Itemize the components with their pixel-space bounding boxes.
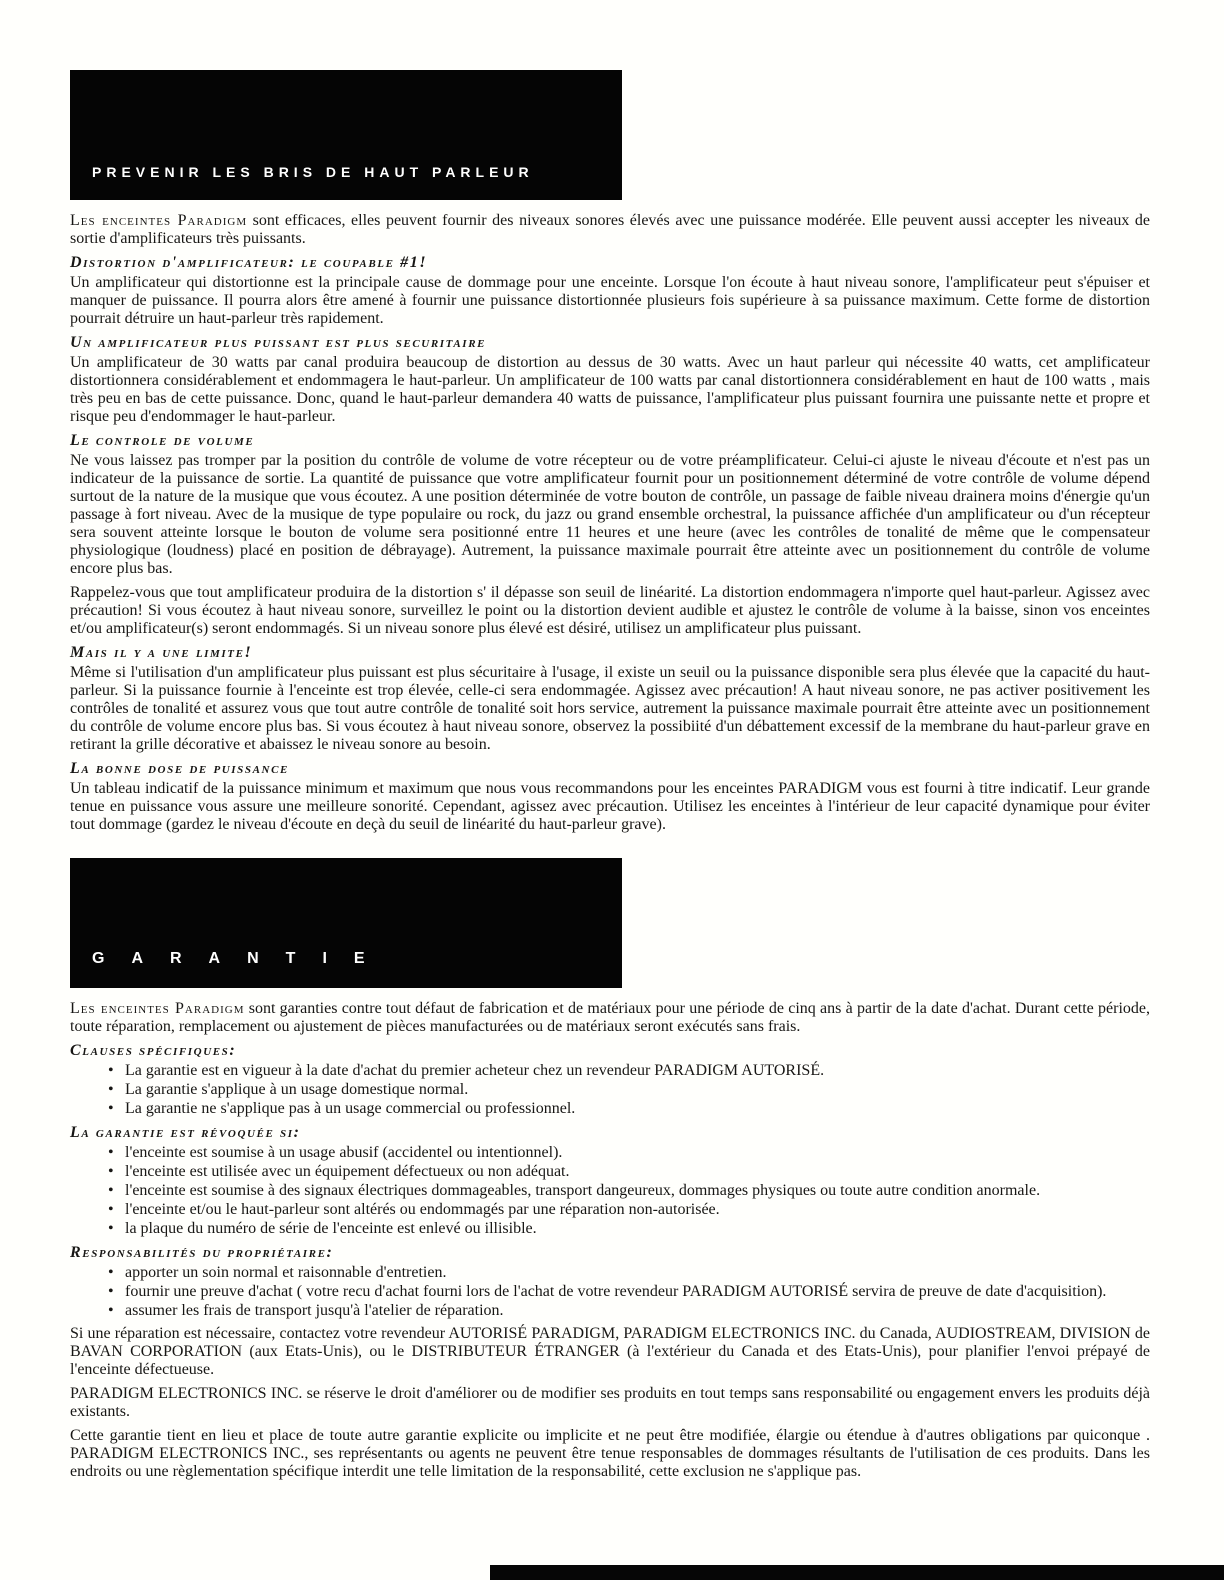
intro-lead-smallcaps: Les enceintes Paradigm <box>70 212 248 229</box>
banner-garantie-title: GARANTIE <box>92 950 392 967</box>
paragraph-volume-2: Rappelez-vous que tout amplificateur produira de la distortion s' il dépasse son seuil de linéarité. La distortion endommagera n'importe quel haut-parleur. Agissez avec précaution! Si vous écoutez à haut niveau sonore, surveillez le point ou la distortion devient audible et ajustez le contrôle de volume à la baisse, sinon vos enceintes et/ou amplificateur(s) seront endommagés. Si un niveau sonore plus élevé est désiré, utilisez un amplificateur plus puissant. <box>70 584 1150 637</box>
bottom-scan-bar <box>490 1565 1224 1580</box>
list-item: • l'enceinte est soumise à des signaux électriques dommageables, transport dangeureux, dommages physiques ou toute autre condition anormale. <box>108 1182 1115 1200</box>
section-prevenir <box>70 212 1150 834</box>
list-item: • l'enceinte est soumise à un usage abusif (accidentel ou intentionnel). <box>108 1144 1115 1162</box>
paragraph-reserve-droit: PARADIGM ELECTRONICS INC. se réserve le droit d'améliorer ou de modifier ses produits en tout temps sans responsabilité ou engagement envers les produits déjà existants. <box>70 1385 1150 1420</box>
section-gap <box>70 840 1150 858</box>
paragraph-reparation-contact: Si une réparation est nécessaire, contactez votre revendeur AUTORISÉ PARADIGM, PARADIGM ELECTRONICS INC. du Canada, AUDIOSTREAM, DIVISION de BAVAN CORPORATION (aux Etats-Unis), ou le DISTRIBUTEUR ÉTRANGER (à l'extérieur du Canada et des Etats-Unis), pour planifier l'envoi prépayé de l'enceinte défectueuse. <box>70 1325 1150 1378</box>
paragraph-bonne-dose: Un tableau indicatif de la puissance minimum et maximum que nous vous recommandons pour les enceintes PARADIGM vous est fourni à titre indicatif. Leur grande tenue en puissance vous assure une meilleure sonorité. Cependant, agissez avec précaution. Utilisez les enceintes à l'intérieur de leur capacité dynamique pour éviter tout dommage (gardez le niveau d'écoute en deçà du seuil de linéarité du haut-parleur grave). <box>70 780 1150 833</box>
subhead-amplificateur-securitaire: Un amplificateur plus puissant est plus securitaire <box>70 334 487 351</box>
revoquee-list <box>70 1144 1150 1238</box>
paragraph-securitaire: Un amplificateur de 30 watts par canal produira beaucoup de distortion au dessus de 30 watts. Avec un haut parleur qui nécessite 40 watts, cet amplificateur distortionnera considérablement et endommagera le haut-parleur. Un amplificateur de 100 watts par canal distortionnera considérablement en haut de 100 watts , mais très peu en bas de cette puissance. Donc, quand le haut-parleur demandera 40 watts de puissance, l'amplificateur plus puissant fournira une puissante nette et propre et risque peu d'endommager le haut-parleur. <box>70 354 1150 425</box>
list-item: • l'enceinte est utilisée avec un équipement défectueux ou non adéquat. <box>108 1163 1115 1181</box>
list-item: • assumer les frais de transport jusqu'à l'atelier de réparation. <box>108 1302 1115 1320</box>
subhead-clauses-specifiques: Clauses spécifiques: <box>70 1042 237 1059</box>
banner-garantie <box>70 858 622 988</box>
list-item: • La garantie s'applique à un usage domestique normal. <box>108 1081 1115 1099</box>
list-item: • La garantie est en vigueur à la date d'achat du premier acheteur chez un revendeur PARADIGM AUTORISÉ. <box>108 1062 1115 1080</box>
paragraph-garantie-lieu: Cette garantie tient en lieu et place de toute autre garantie explicite ou implicite et ne peut être modifiée, élargie ou étendue à d'autres obligations par quiconque . PARADIGM ELECTRONICS INC., ses représentants ou agents ne peuvent être tenue responsables de dommages résultants de l'utilisation de ces produits. Dans les endroits ou une règlementation spécifique interdit une telle limitation de la responsabilité, cette exclusion ne s'applique pas. <box>70 1427 1150 1480</box>
list-item: • fournir une preuve d'achat ( votre recu d'achat fourni lors de l'achat de votre revendeur PARADIGM AUTORISÉ servira de preuve de date d'acquisition). <box>108 1283 1115 1301</box>
garantie-intro-lead-smallcaps: Les enceintes Paradigm <box>70 1000 245 1017</box>
paragraph-volume-1: Ne vous laissez pas tromper par la position du contrôle de volume de votre récepteur ou de votre préamplificateur. Celui-ci ajuste le niveau d'écoute et n'est pas un indicateur de la puissance de sortie. La quantité de puissance que votre amplificateur fournit pour un positionnement déterminé de votre contrôle de volume dépend surtout de la nature de la musique que vous écoutez. A une position déterminée de votre bouton de contrôle, un passage de faible niveau drainera moins d'énergie qu'un passage à fort niveau. Avec de la musique de type populaire ou rock, du jazz ou grand ensemble orchestral, la puissance affichée d'un amplificateur ou d'un récepteur sera souvent atteinte lorsque le bouton de volume sera positionné entre 11 heures et une heure (avec les contrôles de tonalité de même que le compensateur physiologique (loudness) placé en position de débrayage). Autrement, la puissance maximale pourrait être atteinte avec un positionnement du contrôle de volume encore plus bas. <box>70 452 1150 577</box>
list-item: • apporter un soin normal et raisonnable d'entretien. <box>108 1264 1115 1282</box>
garantie-intro-rest-text: sont garanties contre tout défaut de fabrication et de matériaux pour une période de cinq ans à partir de la date d'achat. Durant cette période, toute réparation, remplacement ou ajustement de pièces manufacturées ou de matériaux seront exécutés sans frais. <box>70 1000 1150 1035</box>
paragraph-limite: Même si l'utilisation d'un amplificateur plus puissant est plus sécuritaire à l'usage, il existe un seuil ou la puissance disponible sera plus élevée que la capacité du haut-parleur. Si la puissance fournie à l'enceinte est trop élevée, celle-ci sera endommagée. Agissez avec précaution! A haut niveau sonore, ne pas activer positivement les contrôles de tonalité et assurez vous que tout autre contrôle de tonalité soit hors service, autrement la puissance maximale pourrait être atteinte avec un positionnement du contrôle de volume encore plus bas. Si vous écoutez à haut niveau sonore, observez la possibiité d'un débattement excessif de la membrane du haut-parleur grave en retirant la grille décorative et abaissez le niveau sonore au besoin. <box>70 664 1150 753</box>
subhead-bonne-dose: La bonne dose de puissance <box>70 760 289 777</box>
list-item: • l'enceinte et/ou le haut-parleur sont altérés ou endommagés par une réparation non-autorisée. <box>108 1201 1115 1219</box>
intro-paragraph <box>70 212 1150 248</box>
paragraph-distortion: Un amplificateur qui distortionne est la principale cause de dommage pour une enceinte. Lorsque l'on écoute à haut niveau sonore, l'amplificateur peut s'épuiser et manquer de puissance. Il pourra alors être amené à fournir une puissance distortionnée plusieurs fois supérieure à sa puissance maximum. Cette forme de distortion pourrait détruire un haut-parleur très rapidement. <box>70 274 1150 327</box>
responsabilites-list <box>70 1264 1150 1320</box>
subhead-limite: Mais il y a une limite! <box>70 644 253 661</box>
subhead-garantie-revoquee: La garantie est révoquée si: <box>70 1124 301 1141</box>
banner-prevenir-title: PREVENIR LES BRIS DE HAUT PARLEUR <box>92 164 534 180</box>
subhead-responsabilites-proprietaire: Responsabilités du propriétaire: <box>70 1244 334 1261</box>
banner-prevenir-les-bris <box>70 70 622 200</box>
list-item: • la plaque du numéro de série de l'enceinte est enlevé ou illisible. <box>108 1220 1115 1238</box>
subhead-distortion-amplificateur: Distortion d'amplificateur: le coupable #1! <box>70 254 428 271</box>
subhead-controle-volume: Le controle de volume <box>70 432 255 449</box>
section-garantie <box>70 1000 1150 1481</box>
list-item: • La garantie ne s'applique pas à un usage commercial ou professionnel. <box>108 1100 1115 1118</box>
garantie-intro-paragraph <box>70 1000 1150 1036</box>
clauses-list <box>70 1062 1150 1118</box>
intro-rest-text: sont efficaces, elles peuvent fournir des niveaux sonores élevés avec une puissance modérée. Elle peuvent aussi accepter les niveaux de sortie d'amplificateurs très puissants. <box>70 212 1151 247</box>
